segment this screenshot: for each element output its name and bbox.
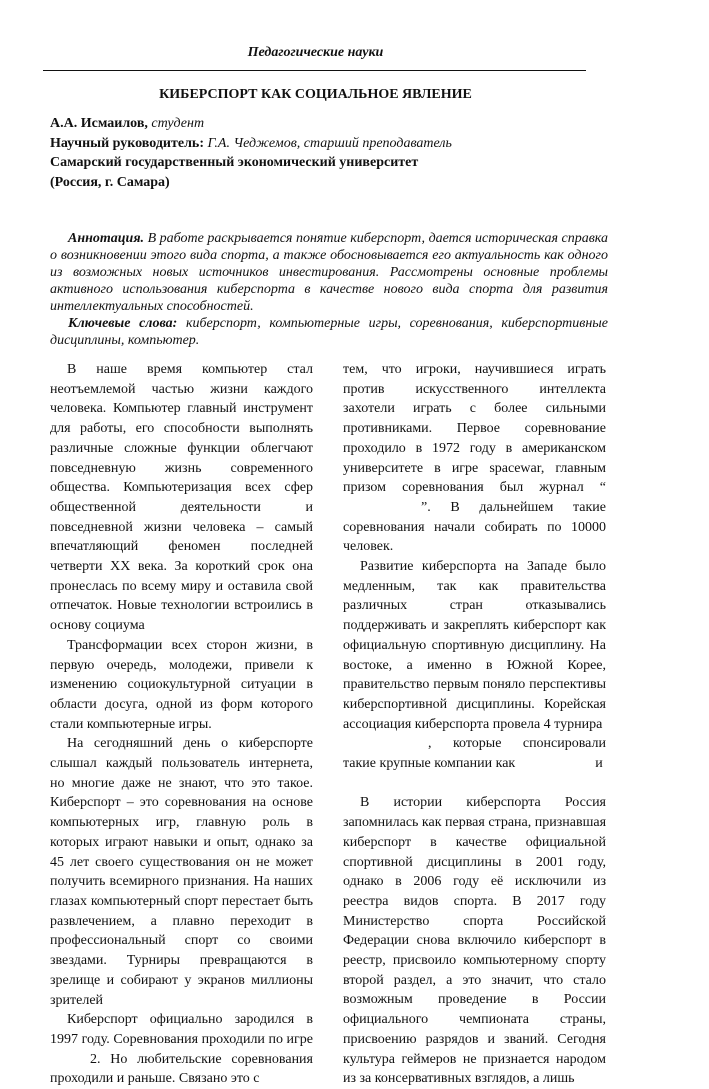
author-line	[50, 114, 610, 134]
body-paragraph: Трансформации всех сторон жизни, в первую очередь, молодежи, привели к изменению социокультурной ситуации в области досуга, одной из форм которого стали компьютерные игры.	[50, 637, 313, 732]
keywords-label: Ключевые слова:	[68, 316, 178, 331]
body-paragraph	[343, 557, 606, 774]
author-name: А.А. Исмаилов,	[50, 116, 148, 131]
keywords-paragraph	[50, 315, 608, 349]
header-rule	[43, 70, 586, 71]
body-text: , которые спонсировали такие крупные компании как	[343, 736, 606, 772]
supervisor-line	[50, 134, 610, 154]
location: (Россия, г. Самара)	[50, 174, 170, 190]
body-column-left	[50, 360, 313, 1089]
abstract-label: Аннотация.	[68, 231, 145, 246]
abstract-text: В работе раскрывается понятие киберспорт, дается историческая справка о возникновении этого вида спорта, а также обосновывается его актуальность как одного из возможных новых источников инвестирования. Рассмотрены основные проблемы активного использования киберспорта в качестве нового вида спорта для развития интеллектуальных способностей.	[50, 231, 608, 314]
author-block	[50, 114, 610, 192]
body-text: 2. Но любительские соревнования проходили и раньше. Связано это с	[50, 1051, 313, 1087]
body-text: Развитие киберспорта на Западе было медленным, так как правительства различных стран отказывались поддерживать и закреплять киберспорт как официальную спортивную дисциплину. На востоке, а именно в Южной Корее, правительство первым поняло перспективы киберспортивной дисциплины. Корейская ассоциация киберспорта провела 4 турнира	[343, 559, 606, 732]
body-paragraph: В наше время компьютер стал неотъемлемой частью жизни каждого человека. Компьютер главный инструмент для работы, его способности выполнять различные сложные функции облегчают повседневную жизнь современного общества. Компьютеризация всех сфер общественной деятельности и повседневной жизни человека – самый впечатляющий феномен последней четверти XX века. За короткий срок она пронеслась по всему миру и оставила свой отпечаток. Новые технологии встроились в основу социума	[50, 362, 313, 634]
body-text: тем, что игроки, научившиеся играть против искусственного интеллекта захотели играть с более сильными противниками. Первое соревнование проходило в 1972 году в американском университете в игре spacewar, главным призом соревнования был журнал “	[343, 362, 606, 496]
body-paragraph: На сегодняшний день о киберспорте слышал каждый пользователь интернета, но многие даже не знают, что это такое. Киберспорт – это соревнования на основе компьютерных игр, главную роль в которых играют навыки и опыт, однако за 45 лет своего существования он не может получить всемирного признания. На наших глазах компьютерный спорт перестает быть развлечением, а плавно переходит в профессиональный спорт со своими звездами. Турниры превращаются в зрелище и собирают у экранов миллионы зрителей	[50, 736, 313, 1008]
supervisor-value: Г.А. Чеджемов, старший преподаватель	[204, 135, 452, 151]
keywords-text: киберспорт, компьютерные игры, соревнования, киберспортивные дисциплины, компьютер.	[50, 316, 608, 348]
abstract-paragraph	[50, 230, 608, 315]
abstract-block	[50, 230, 608, 349]
author-role: студент	[147, 116, 205, 131]
body-column-right	[343, 360, 606, 1089]
body-text: Киберспорт официально зародился в 1997 году. Соревнования проходили по игре	[50, 1012, 313, 1047]
article-title: КИБЕРСПОРТ КАК СОЦИАЛЬНОЕ ЯВЛЕНИЕ	[159, 87, 472, 102]
paragraph-gap	[343, 774, 606, 794]
affiliation: Самарский государственный экономический университет	[50, 155, 419, 170]
supervisor-label: Научный руководитель:	[50, 135, 204, 151]
body-paragraph	[343, 360, 606, 557]
body-paragraph	[50, 1010, 313, 1089]
body-paragraph: В истории киберспорта Россия запомнилась как первая страна, признавшая киберспорт в качестве официальной спортивной дисциплины в 2001 году, однако в 2006 году её исключили из реестра видов спорта. В 2017 году Министерство спорта Российской Федерации снова включило киберспорт в реестр, присвоило компьютерному спорту второй раздел, а это значит, что стало возможным проведение в России официального чемпионата страны, присвоению разрядов и званий. Сегодня культура геймеров не признается народом из за консервативных взглядов, а лишь	[343, 795, 607, 1087]
body-text: и	[595, 756, 603, 772]
journal-section-header: Педагогические науки	[247, 45, 384, 60]
body-text: ”. В дальнейшем такие соревнования начали собирать по 10000 человек.	[343, 499, 606, 555]
